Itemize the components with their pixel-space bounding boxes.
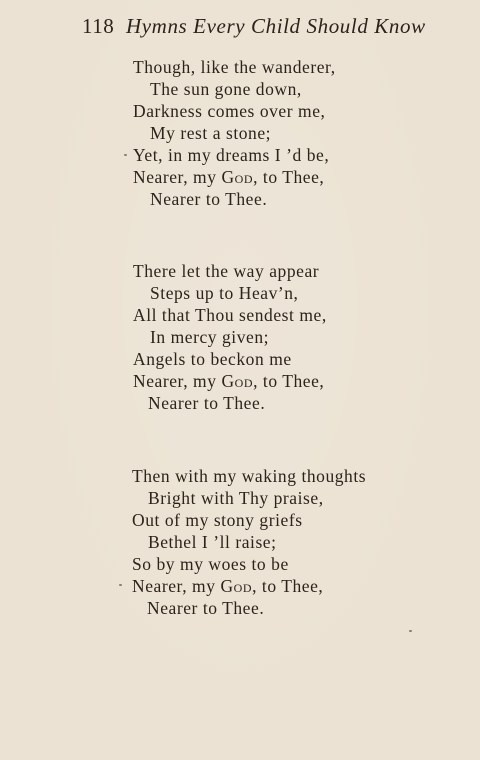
- verse-line-text: Nearer, my: [133, 371, 222, 391]
- verse-line: Out of my stony griefs: [132, 510, 303, 530]
- verse-line-text: , to Thee,: [253, 167, 325, 187]
- verse-line-text: Nearer, my: [133, 167, 222, 187]
- verse-line-text: Nearer, my: [132, 576, 221, 596]
- page-number: 118: [82, 14, 115, 38]
- verse-line: In mercy given;: [150, 327, 270, 347]
- running-header: [82, 14, 426, 42]
- verse-line: All that Thou sendest me,: [133, 305, 327, 325]
- divine-name: God: [221, 167, 254, 187]
- verse-line: Bethel I ’ll raise;: [148, 532, 277, 552]
- verse-line: Though, like the wanderer,: [133, 57, 336, 77]
- verse-line: So by my woes to be: [132, 554, 289, 574]
- verse-line: Nearer to Thee.: [147, 598, 265, 618]
- divine-name: God: [221, 371, 254, 391]
- print-speck: [124, 154, 127, 156]
- verse-line: [133, 370, 324, 392]
- verse-line: My rest a stone;: [150, 123, 272, 143]
- verse-line: Yet, in my dreams I ’d be,: [133, 145, 330, 165]
- verse-line: Nearer to Thee.: [150, 189, 268, 209]
- verse-line: [132, 575, 323, 597]
- divine-name: God: [220, 576, 253, 596]
- verse-line: There let the way appear: [133, 261, 320, 281]
- verse-line: Bright with Thy praise,: [148, 488, 324, 508]
- verse-line-text: , to Thee,: [252, 576, 324, 596]
- verse-line: The sun gone down,: [150, 79, 302, 99]
- verse-line: Nearer to Thee.: [148, 393, 266, 413]
- verse-line: Steps up to Heav’n,: [150, 283, 299, 303]
- verse-line: Angels to beckon me: [133, 349, 292, 369]
- verse-line: [133, 166, 324, 188]
- print-speck: [409, 630, 412, 632]
- verse-line-text: , to Thee,: [253, 371, 325, 391]
- print-speck: [119, 584, 122, 586]
- verse-line: Darkness comes over me,: [133, 101, 326, 121]
- verse-line: Then with my waking thoughts: [132, 466, 367, 486]
- running-title: Hymns Every Child Should Know: [126, 14, 426, 38]
